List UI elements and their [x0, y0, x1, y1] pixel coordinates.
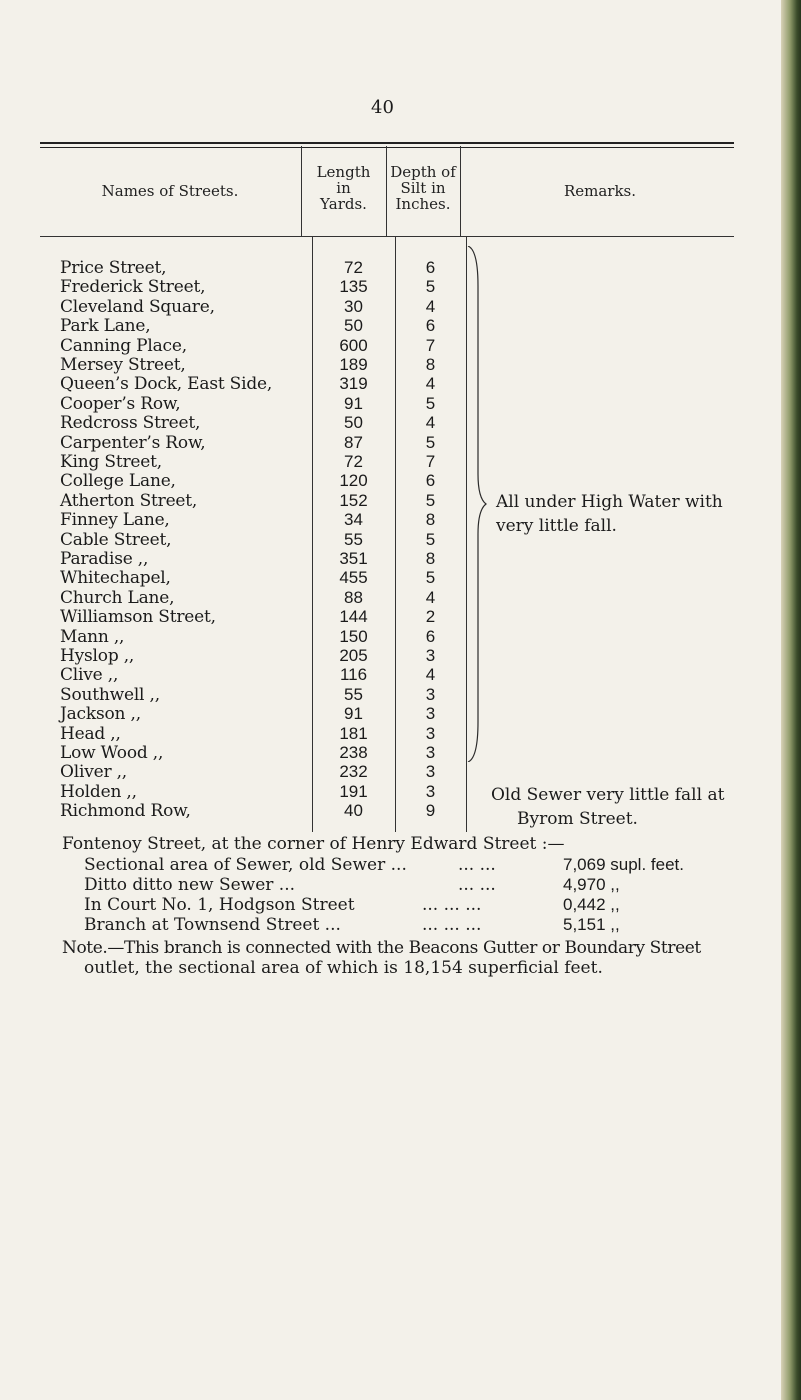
- silt-depth: 3: [425, 743, 436, 762]
- header-depth-line1: Depth of: [390, 163, 456, 181]
- silt-depth: 8: [425, 510, 436, 530]
- street-name: Mann ,,: [60, 626, 125, 647]
- street-name: Whitechapel,: [60, 568, 171, 589]
- length-yards: 152: [339, 490, 368, 510]
- street-name: Mersey Street,: [60, 355, 186, 375]
- length-yards: 205: [339, 646, 368, 665]
- silt-depth: 3: [425, 704, 436, 724]
- silt-depth: 6: [425, 471, 436, 491]
- street-name: Richmond Row,: [60, 801, 191, 822]
- header-names: [40, 183, 300, 199]
- note-item-label: In Court No. 1, Hodgson Street: [84, 895, 355, 915]
- page-edge-binding: [781, 0, 801, 1400]
- note-line-1: Note.—This branch is connected with the Beacons Gutter or Boundary Street: [62, 938, 701, 958]
- length-yards: 72: [344, 258, 363, 277]
- street-name: College Lane,: [60, 471, 176, 492]
- column-divider: [460, 146, 461, 236]
- length-yards: 116: [339, 665, 368, 685]
- note-item-value: 7,069 supl. feet.: [563, 855, 684, 874]
- street-name: Williamson Street,: [60, 607, 216, 628]
- note-item-dots: ... ...: [458, 855, 496, 875]
- silt-depth: 3: [425, 723, 436, 743]
- length-yards: 238: [339, 743, 368, 762]
- page-number: 40: [371, 97, 394, 118]
- street-name: Southwell ,,: [60, 684, 160, 705]
- header-bottom-rule: [40, 236, 734, 237]
- length-yards: 30: [344, 296, 363, 316]
- length-yards: 600: [339, 335, 368, 355]
- silt-depth: 4: [425, 665, 436, 685]
- header-depth-line3: Inches.: [395, 195, 451, 213]
- header-remarks: [466, 183, 734, 199]
- note-item-value: 5,151 ,,: [563, 915, 620, 934]
- silt-depth: 7: [425, 335, 436, 355]
- street-name: Finney Lane,: [60, 510, 170, 531]
- street-name: Cleveland Square,: [60, 296, 215, 317]
- table-top-rule: [40, 142, 734, 148]
- length-yards: 150: [339, 626, 368, 646]
- note-item-dots: ... ... ...: [422, 895, 482, 915]
- length-yards: 319: [339, 374, 368, 394]
- street-name: Cooper’s Row,: [60, 393, 181, 414]
- silt-depth: 3: [425, 781, 436, 801]
- length-yards: 34: [344, 510, 363, 530]
- length-yards: 120: [339, 471, 368, 491]
- note-item-value: 4,970 ,,: [563, 875, 620, 894]
- silt-depth: 9: [425, 801, 436, 821]
- length-yards: 191: [339, 781, 368, 801]
- silt-depth: 2: [425, 607, 436, 627]
- street-name: Price Street,: [60, 258, 167, 278]
- silt-depth: 6: [425, 258, 436, 277]
- length-yards: 50: [344, 316, 363, 336]
- remark-old-sewer: [491, 783, 724, 831]
- remark-old-sewer-line2: Byrom Street.: [517, 809, 638, 829]
- street-name: Frederick Street,: [60, 277, 206, 298]
- street-name: King Street,: [60, 452, 162, 472]
- silt-depth: 4: [425, 413, 436, 433]
- silt-depth: 5: [425, 393, 436, 413]
- silt-depth: 6: [425, 626, 436, 646]
- silt-depth: 7: [425, 452, 436, 471]
- street-name: Low Wood ,,: [60, 743, 164, 763]
- notes-intro: Fontenoy Street, at the corner of Henry Edward Street :—: [62, 834, 565, 854]
- header-length: [301, 164, 386, 212]
- note-line-2: outlet, the sectional area of which is 18,154 superficial feet.: [84, 958, 603, 978]
- length-yards: 50: [344, 413, 363, 433]
- silt-depth: 5: [425, 568, 436, 588]
- street-name: Queen’s Dock, East Side,: [60, 374, 273, 395]
- length-yards: 144: [339, 607, 368, 627]
- note-item-label: Sectional area of Sewer, old Sewer ...: [84, 855, 407, 875]
- length-yards: 55: [344, 529, 363, 549]
- note-item-dots: ... ...: [458, 875, 496, 895]
- note-item-label: Ditto ditto new Sewer ...: [84, 875, 296, 895]
- street-name: Hyslop ,,: [60, 646, 135, 666]
- length-yards: 87: [344, 432, 363, 452]
- street-name: Cable Street,: [60, 529, 172, 550]
- header-depth-line2: Silt in: [400, 179, 446, 197]
- length-yards: 91: [344, 393, 363, 413]
- street-name: Clive ,,: [60, 665, 119, 686]
- length-yards: 72: [344, 452, 363, 471]
- remarks-brace: [466, 246, 490, 762]
- silt-depth: 8: [425, 549, 436, 568]
- length-yards: 181: [339, 723, 368, 743]
- silt-depth: 8: [425, 355, 436, 374]
- length-yards: 455: [339, 568, 368, 588]
- street-name: Carpenter’s Row,: [60, 432, 206, 453]
- header-length-line2: in: [336, 179, 351, 197]
- length-yards: 88: [344, 587, 363, 607]
- length-yards: 189: [339, 355, 368, 374]
- header-length-line3: Yards.: [320, 195, 367, 213]
- silt-depth: 3: [425, 762, 436, 782]
- street-name: Paradise ,,: [60, 549, 149, 569]
- length-yards: 55: [344, 684, 363, 704]
- note-item-label: Branch at Townsend Street ...: [84, 915, 341, 935]
- remark-high-water-line1: All under High Water with: [496, 492, 723, 512]
- silt-depth: 5: [425, 529, 436, 549]
- length-yards: 91: [344, 704, 363, 724]
- silt-depth: 4: [425, 374, 436, 394]
- header-remarks-text: Remarks.: [563, 182, 637, 200]
- street-name: Jackson ,,: [60, 704, 141, 725]
- header-length-line1: Length: [316, 163, 371, 181]
- silt-depth: 5: [425, 277, 436, 297]
- silt-depth: 4: [425, 296, 436, 316]
- street-name: Canning Place,: [60, 335, 187, 356]
- silt-depth: 4: [425, 587, 436, 607]
- header-names-text: Names of Streets.: [101, 182, 239, 200]
- street-name: Atherton Street,: [60, 490, 198, 511]
- street-name: Holden ,,: [60, 781, 137, 802]
- silt-depth: 3: [425, 646, 436, 665]
- silt-depth: 5: [425, 490, 436, 510]
- header-depth: [386, 164, 460, 212]
- silt-depth: 5: [425, 432, 436, 452]
- note-item-value: 0,442 ,,: [563, 895, 620, 914]
- note-item-dots: ... ... ...: [422, 915, 482, 935]
- street-name: Head ,,: [60, 723, 121, 744]
- remark-high-water: [496, 490, 723, 538]
- remark-high-water-line2: very little fall.: [496, 516, 617, 536]
- street-name: Redcross Street,: [60, 413, 201, 434]
- silt-depth: 3: [425, 684, 436, 704]
- silt-depth: 6: [425, 316, 436, 336]
- street-name: Park Lane,: [60, 316, 151, 337]
- length-yards: 232: [339, 762, 368, 782]
- length-yards: 351: [339, 549, 368, 568]
- length-yards: 135: [339, 277, 368, 297]
- remark-old-sewer-line1: Old Sewer very little fall at: [491, 785, 725, 805]
- street-name: Oliver ,,: [60, 762, 128, 783]
- length-yards: 40: [344, 801, 363, 821]
- street-name: Church Lane,: [60, 587, 175, 608]
